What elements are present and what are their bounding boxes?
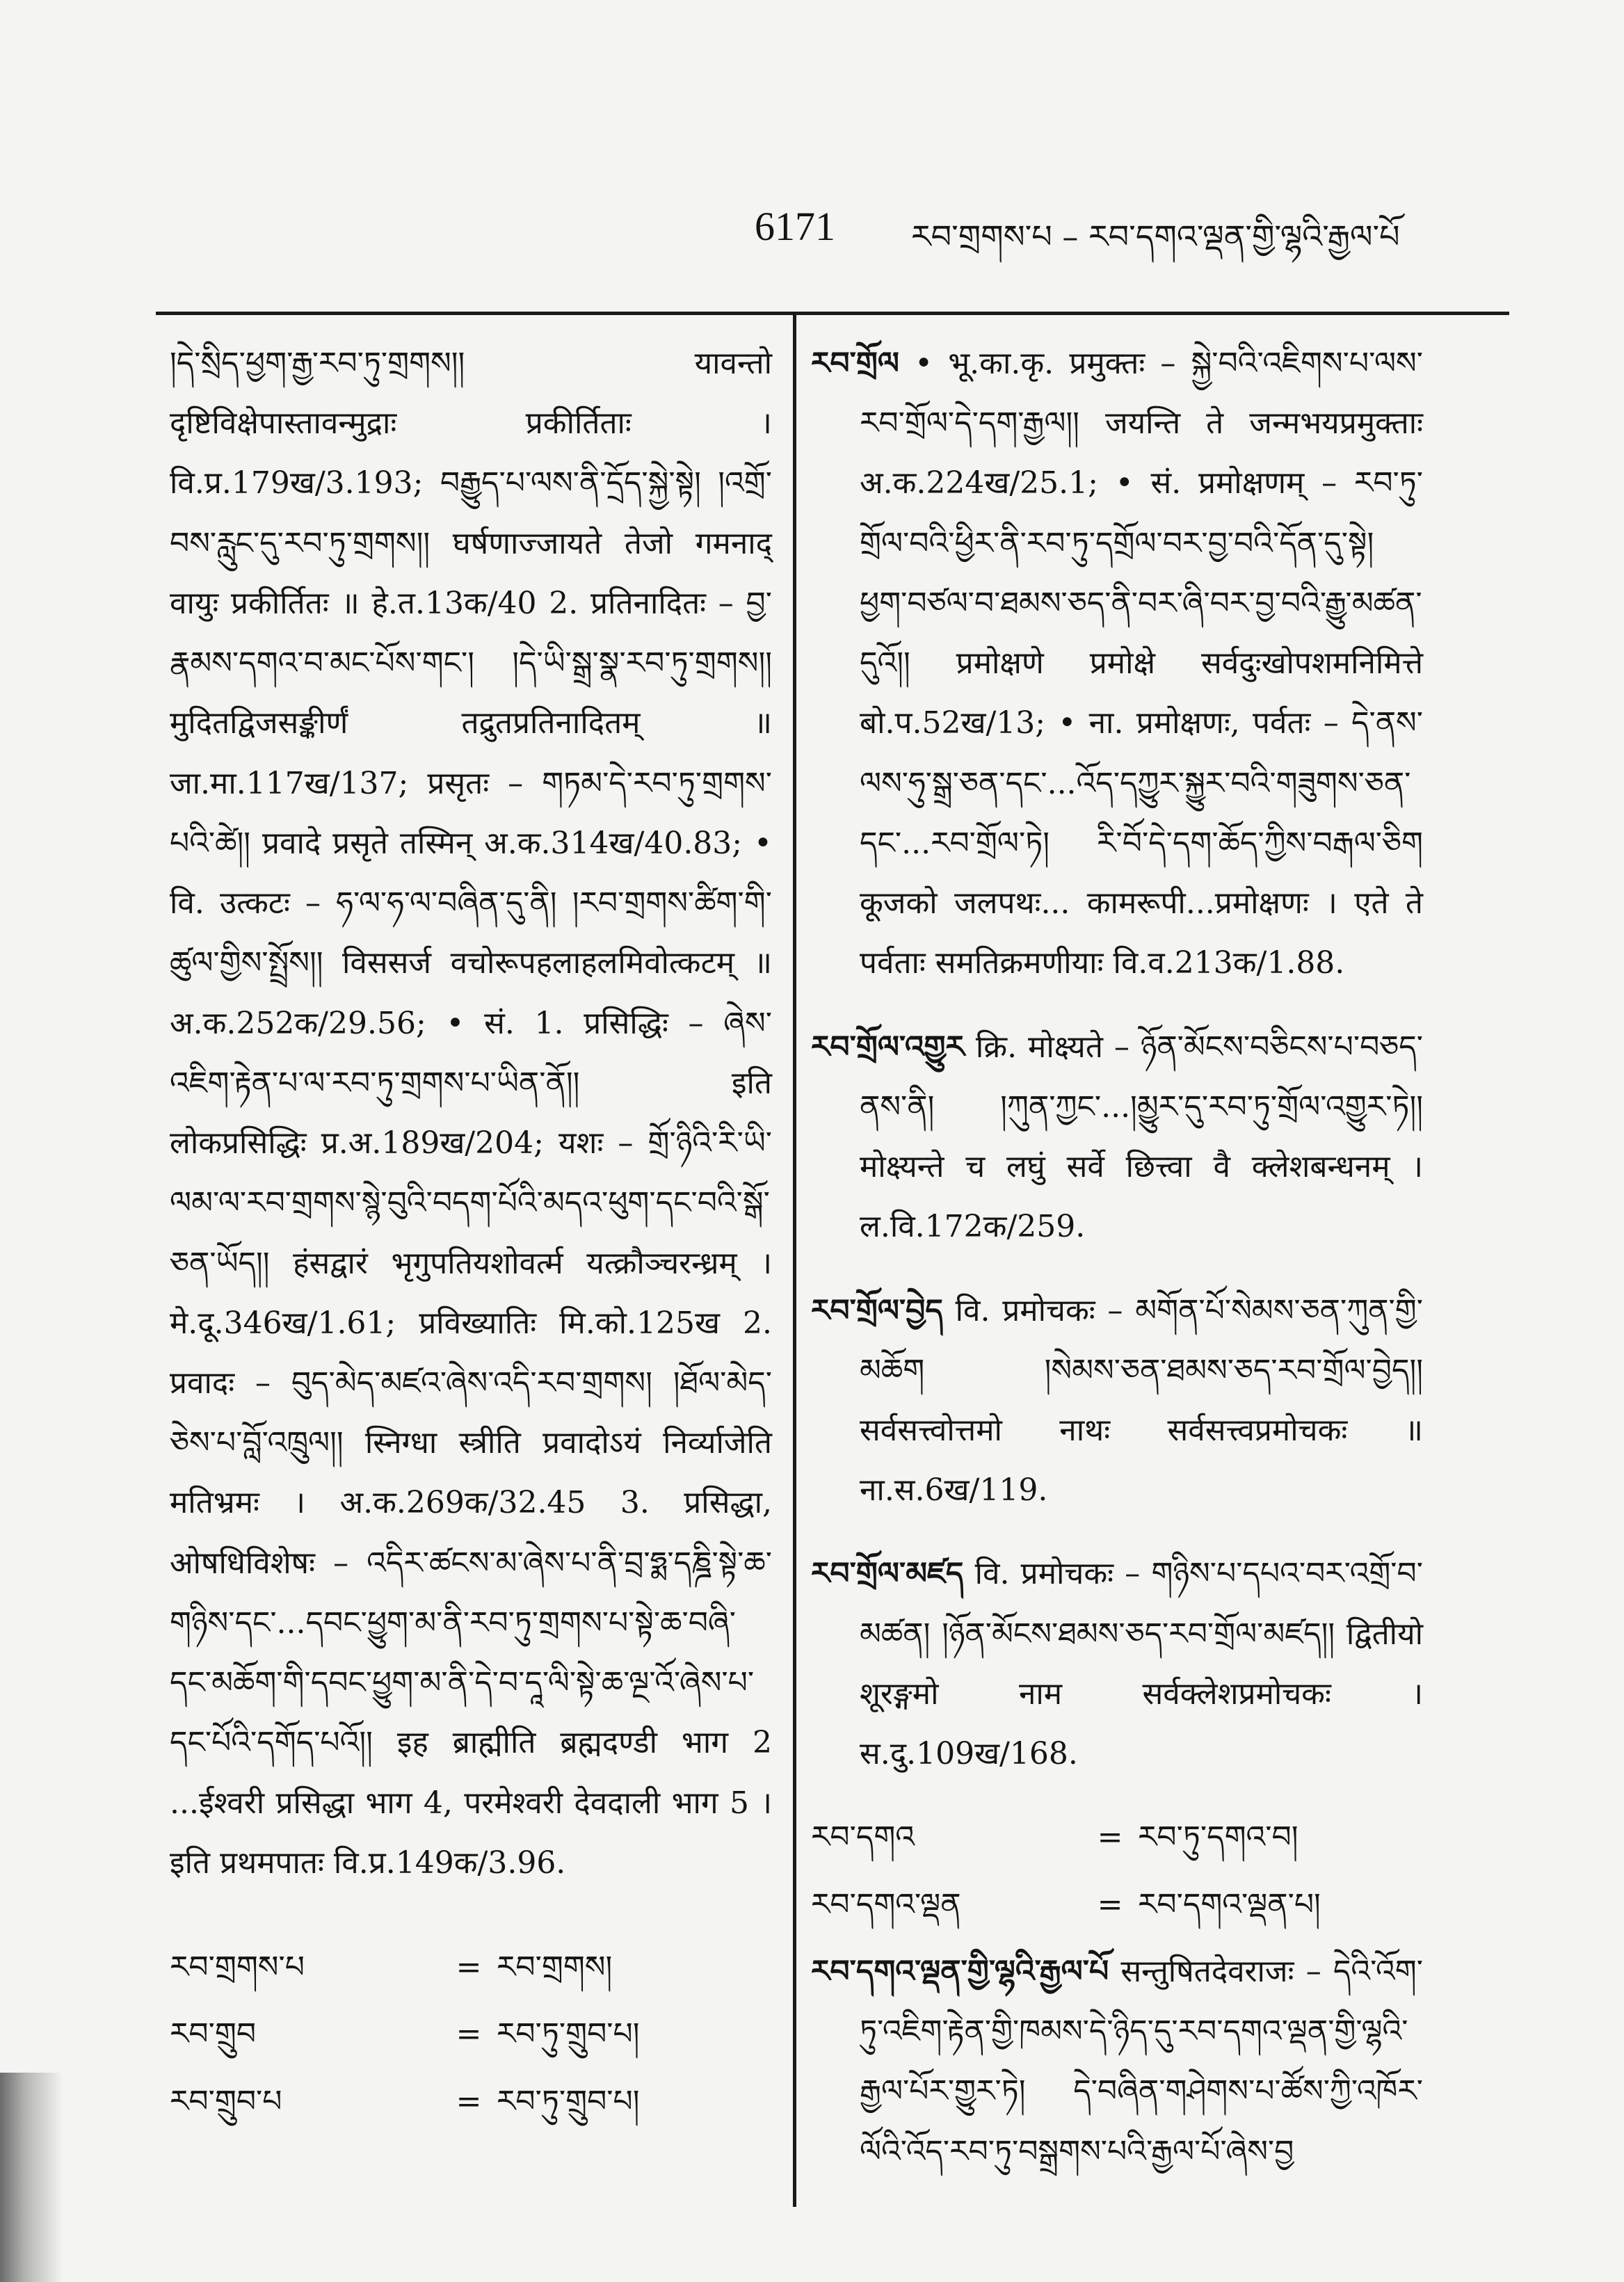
left-column bbox=[170, 334, 772, 2139]
xref-target: རབ་ཏུ་གྲུབ་པ། bbox=[497, 2016, 640, 2052]
xref-equals: = bbox=[456, 2016, 482, 2052]
xref-equals: = bbox=[1097, 1819, 1123, 1856]
entry-headword: རབ་གྲོལ་འགྱུར bbox=[811, 1029, 965, 1065]
xref-term: རབ་གྲགས་པ bbox=[170, 1950, 305, 1986]
cross-reference bbox=[811, 1808, 1423, 1867]
entry-headword: རབ་དགའ་ལྡན་གྱི་ལྷའི་རྒྱལ་པོ bbox=[811, 1953, 1109, 1989]
entry-body: सन्तुषितदेवराजः – དེའི་འོག་ཏུ་འཇིག་རྟེན་གྱི་ཁམས་དེ་ཉིད་དུ་རབ་དགའ་ལྡན་གྱི་ལྷའི་རྒྱལ་པོར་གྱུར་ཏེ། དེ་བཞིན་གཤེགས་པ་ཚོས་ཀྱི་འཁོར་ལོའི་འོད་རབ་ཏུ་བསྒྲགས་པའི་རྒྱལ་པོ་ཞེས་བྱ bbox=[860, 1953, 1423, 2169]
header-rule bbox=[156, 312, 1509, 315]
entry-headword: རབ་གྲོལ་བྱེད bbox=[811, 1292, 943, 1328]
page-edge-shadow bbox=[0, 2073, 63, 2282]
entry-headword: རབ་གྲོལ bbox=[811, 346, 899, 381]
entry-body: वि. प्रमोचकः – མགོན་པོ་སེམས་ཅན་ཀུན་གྱི་མཆོག །སེམས་ཅན་ཐམས་ཅད་རབ་གྲོལ་བྱེད།། सर्वसत्त्वोत्तमो नाथः सर्वसत्त्वप्रमोचकः ॥ ना.स.6ख/119. bbox=[860, 1292, 1423, 1509]
xref-equals: = bbox=[1097, 1886, 1123, 1922]
running-head: རབ་གྲགས་པ – རབ་དགའ་ལྡན་གྱི་ལྷའི་རྒྱལ་པོ bbox=[911, 218, 1400, 255]
cross-reference bbox=[170, 2072, 772, 2132]
dictionary-entry bbox=[811, 1942, 1423, 2182]
dictionary-entry bbox=[811, 334, 1423, 994]
dictionary-entry: །དེ་སྲིད་ཕྱག་རྒྱ་རབ་ཏུ་གྲགས།། यावन्तो दृष्टिविक्षेपास्तावन्मुद्राः प्रकीर्तिताः । वि.प्र.179ख/3.193; བརྒྱུད་པ་ལས་ནི་དྲོད་སྐྱེ་སྟེ། །འགྲོ་བས་རླུང་དུ་རབ་ཏུ་གྲགས།། घर्षणाज्जायते तेजो गमनाद् वायुः प्रकीर्तितः ॥ हे.त.13क/40 2. प्रतिनादितः – བྱ་རྣམས་དགའ་བ་མང་པོས་གང་། །དེ་ཡི་སྒྲ་སྣ་རབ་ཏུ་གྲགས།། मुदितद्विजसङ्कीर्णं तद्रुतप्रतिनादितम् ॥ जा.मा.117ख/137; प्रसृतः – གཏམ་དེ་རབ་ཏུ་གྲགས་པའི་ཚེ།། प्रवादे प्रसृते तस्मिन् अ.क.314ख/40.83; • वि. उत्कटः – ཧ་ལ་ཧ་ལ་བཞིན་དུ་ནི། །རབ་གྲགས་ཚིག་གི་ཚུལ་གྱིས་སྤྲོས།། विससर्ज वचोरूपहलाहलमिवोत्कटम् ॥ अ.क.252क/29.56; • सं. 1. प्रसिद्धिः – ཞེས་འཇིག་རྟེན་པ་ལ་རབ་ཏུ་གྲགས་པ་ཡིན་ནོ།། इति लोकप्रसिद्धिः प्र.अ.189ख/204; यशः – གྲོ་ཉིའི་རི་ཡི་ལམ་ལ་རབ་གྲགས་སྙེ་བུའི་བདག་པོའི་མདའ་ཕུག་དང་བའི་སྒོ་ཅན་ཡོད།། हंसद्वारं भृगुपतियशोवर्त्म यत्क्रौञ्चरन्ध्रम् । मे.दू.346ख/1.61; प्रविख्यातिः मि.को.125ख 2. प्रवादः – བུད་མེད་མཛའ་ཞེས་འདི་རབ་གྲགས། །ཐོལ་མེད་ཅེས་པ་བློ་འཁྲུལ།། स्निग्धा स्त्रीति प्रवादोऽयं निर्व्याजेति मतिभ्रमः । अ.क.269क/32.45 3. प्रसिद्धा, ओषधिविशेषः – འདིར་ཚངས་མ་ཞེས་པ་ནི་བྲ་ཧྨ་དཎྜི་སྟེ་ཆ་གཉིས་དང་...དབང་ཕྱུག་མ་ནི་རབ་ཏུ་གྲགས་པ་སྟེ་ཆ་བཞི་དང་མཆོག་གི་དབང་ཕྱུག་མ་ནི་དེ་བ་དཱ་ལི་སྟེ་ཆ་ལྔ་འོ་ཞེས་པ་དང་པོའི་དགོད་པའོ།། इह ब्राह्मीति ब्रह्मदण्डी भाग 2 ...ईश्वरी प्रसिद्धा भाग 4, परमेश्वरी देवदाली भाग 5 । इति प्रथमपातः वि.प्र.149क/3.96. bbox=[170, 346, 772, 1881]
xref-target: རབ་དགའ་ལྡན་པ། bbox=[1138, 1886, 1321, 1922]
xref-term: རབ་གྲུབ་པ bbox=[170, 2083, 282, 2119]
entry-body: • भू.का.कृ. प्रमुक्तः – སྐྱེ་བའི་འཇིགས་པ་ལས་རབ་གྲོལ་དེ་དག་རྒྱལ།། जयन्ति ते जन्मभयप्रमुक्ताः अ.क.224ख/25.1; • सं. प्रमोक्षणम् – རབ་ཏུ་གྲོལ་བའི་ཕྱིར་ནི་རབ་ཏུ་དགྲོལ་བར་བྱ་བའི་དོན་དུ་སྟེ། ཕྱག་བཙལ་བ་ཐམས་ཅད་ནི་བར་ཞི་བར་བྱ་བའི་རྒྱུ་མཚན་དུའོ།། प्रमोक्षणे प्रमोक्षे सर्वदुःखोपशमनिमित्ते बो.प.52ख/13; • ना. प्रमोक्षणः, पर्वतः – དེ་ནས་ལས་ཧུ་སྒྲ་ཅན་དང་...འོད་དཀྱུར་སྐྱུར་བའི་གཟུགས་ཅན་དང་...རབ་གྲོལ་ཏེ། རི་བོ་དེ་དག་ཆོད་ཀྱིས་བརྒལ་ཅིག कूजको जलपथः... कामरूपी...प्रमोक्षणः । एते ते पर्वताः समतिक्रमणीयाः वि.व.213क/1.88. bbox=[860, 346, 1423, 981]
entry-body: वि. प्रमोचकः – གཉིས་པ་དཔའ་བར་འགྲོ་བ་མཚན། །ཉོན་མོངས་ཐམས་ཅད་རབ་གྲོལ་མཛད།། द्वितीयो शूरङ्गमो नाम सर्वक्लेशप्रमोचकः । स.दु.109ख/168. bbox=[860, 1556, 1423, 1772]
entry-body: क्रि. मोक्ष्यते – ཉོན་མོངས་བཅིངས་པ་བཅད་ནས་ནི། །ཀུན་ཀྱང་...།མྱུར་དུ་རབ་ཏུ་གྲོལ་འགྱུར་ཏེ།། मोक्ष्यन्ते च लघुं सर्वे छित्त्वा वै क्लेशबन्धनम् । ल.वि.172क/259. bbox=[860, 1029, 1423, 1245]
dictionary-entry bbox=[811, 1281, 1423, 1521]
xref-target: རབ་ཏུ་གྲུབ་པ། bbox=[497, 2083, 640, 2119]
entry-headword: རབ་གྲོལ་མཛད bbox=[811, 1556, 964, 1592]
cross-reference bbox=[811, 1875, 1423, 1935]
right-column bbox=[811, 334, 1423, 2205]
cross-reference bbox=[170, 2004, 772, 2064]
xref-equals: = bbox=[456, 2083, 482, 2119]
dictionary-entry bbox=[811, 1544, 1423, 1784]
xref-term: རབ་དགའ bbox=[811, 1819, 915, 1856]
cross-reference bbox=[170, 1938, 772, 1998]
spacer bbox=[170, 1917, 772, 1938]
dictionary-entry bbox=[811, 1018, 1423, 1257]
xref-target: རབ་གྲགས། bbox=[497, 1950, 613, 1986]
xref-term: རབ་གྲུབ bbox=[170, 2016, 257, 2052]
column-divider bbox=[793, 315, 796, 2207]
xref-target: རབ་ཏུ་དགའ་བ། bbox=[1138, 1819, 1299, 1856]
xref-equals: = bbox=[456, 1950, 482, 1986]
xref-term: རབ་དགའ་ལྡན bbox=[811, 1886, 961, 1922]
page-number: 6171 bbox=[755, 204, 835, 249]
